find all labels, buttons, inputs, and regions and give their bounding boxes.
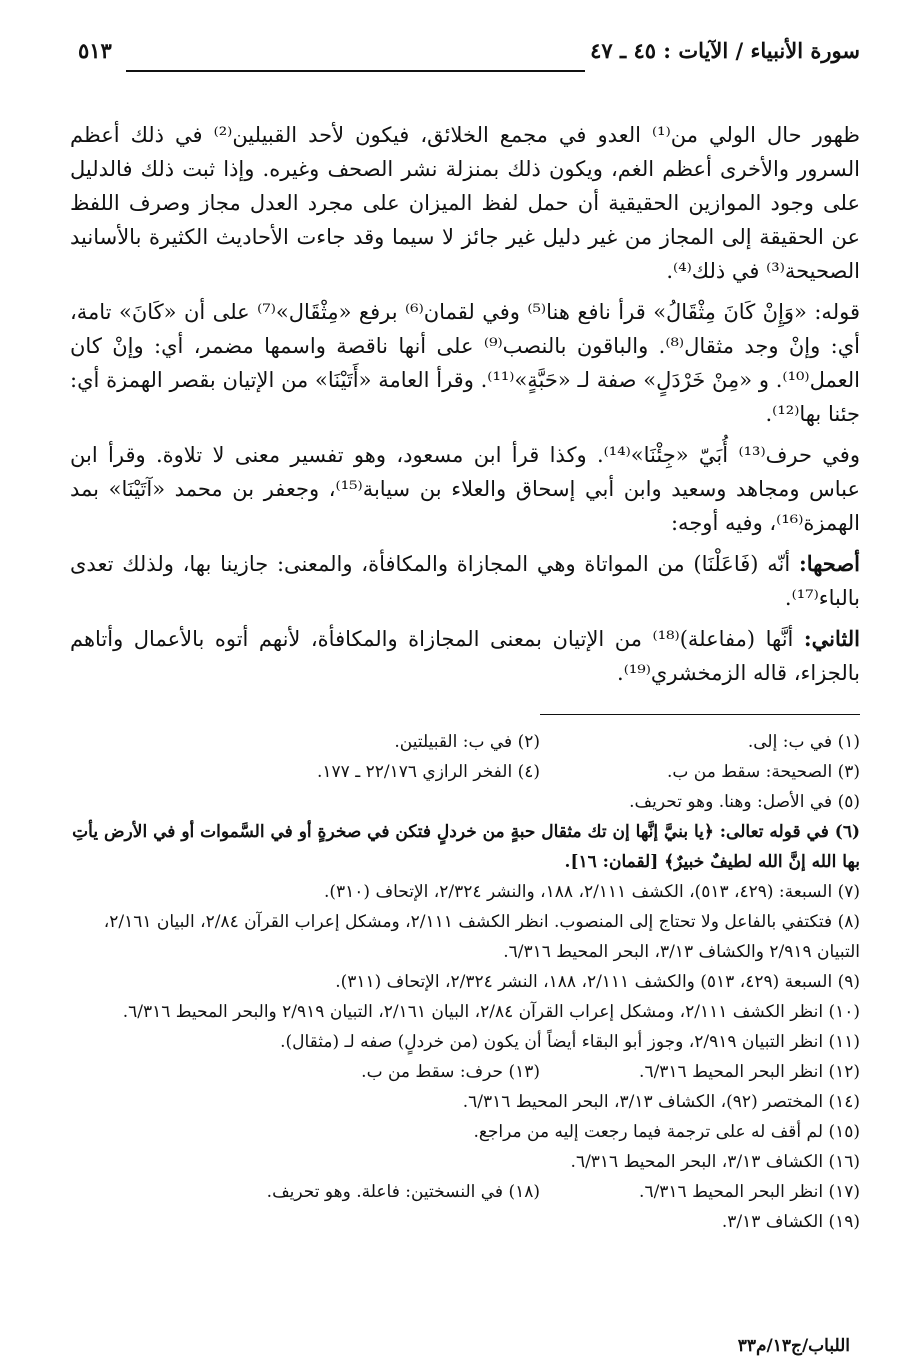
footnote-row <box>70 1177 860 1207</box>
footnote-15: (١٥) لم أقف له على ترجمة فيما رجعت إليه من مراجع. <box>473 1122 860 1142</box>
paragraph-2: قوله: «وَإِنْ كَانَ مِثْقَالُ» قرأ نافع هنا⁽⁵⁾ وفي لقمان⁽⁶⁾ برفع «مِثْقَال»⁽⁷⁾ على أن «كَانَ» تامة، أي: وإنْ وجد مثقال⁽⁸⁾. والباقون بالنصب⁽⁹⁾ على أنها ناقصة واسمها مضمر، أي: وإنْ كان العمل⁽¹⁰⁾. و «مِنْ خَرْدَلٍ» صفة لـ «حَبَّةٍ»⁽¹¹⁾. وقرأ العامة «أَتَيْنَا» من الإتيان بقصر الهمزة أي: جئنا بها⁽¹²⁾. <box>70 300 860 426</box>
footnotes <box>70 727 860 1237</box>
footnote-2: (٢) في ب: القبيلتين. <box>394 732 540 752</box>
footnote-11: (١١) انظر التبيان ٢/٩١٩، وجوز أبو البقاء أيضاً أن يكون (من خردلٍ) صفه لـ (مثقال). <box>280 1032 860 1052</box>
paragraph-3: وفي حرف⁽¹³⁾ أُبَيّ «جِئْنَا»⁽¹⁴⁾. وكذا قرأ ابن مسعود، وهو تفسير معنى لا تلاوة. وقرأ ابن عباس ومجاهد وسعيد وابن أبي إسحاق والعلاء بن سيابة⁽¹⁵⁾، وجعفر بن محمد «آتَيْنَا» بمد الهمزة⁽¹⁶⁾، وفيه أوجه: <box>70 443 860 535</box>
footnote-18: (١٨) في النسختين: فاعلة. وهو تحريف. <box>266 1182 540 1202</box>
footnote-13: (١٣) حرف: سقط من ب. <box>361 1062 540 1082</box>
footnote-row <box>70 1057 860 1087</box>
footnote-row <box>70 757 860 787</box>
page-number: ٥١٣ <box>78 38 112 63</box>
footnote-row <box>70 727 860 757</box>
footnote-6: (٦) في قوله تعالى: ﴿يا بنيَّ إنَّها إن تك مثقال حبةٍ من خردلٍ فتكن في صخرةٍ أو في السَّموات أو في الأرض يأتِ بها الله إنَّ الله لطيفٌ خبيرٌ﴾ [لقمان: ١٦]. <box>72 822 860 872</box>
footnote-7: (٧) السبعة: (٤٢٩، ٥١٣)، الكشف ٢/١١١، ١٨٨، والنشر ٢/٣٢٤، الإتحاف (٣١٠). <box>323 882 860 902</box>
footnote-19: (١٩) الكشاف ٣/١٣. <box>721 1212 860 1232</box>
paragraph-4-label: أصحها: <box>798 551 860 576</box>
page-header <box>70 30 860 74</box>
paragraph-5-label: الثاني: <box>803 626 860 651</box>
footnote-4: (٤) الفخر الرازي ٢٢/١٧٦ ـ ١٧٧. <box>316 762 540 782</box>
running-title: سورة الأنبياء / الآيات : ٤٥ ـ ٤٧ <box>590 38 860 63</box>
footnote-9: (٩) السبعة (٤٢٩، ٥١٣) والكشف ٢/١١١، ١٨٨، النشر ٢/٣٢٤، الإتحاف (٣١١). <box>335 972 860 992</box>
footnote-1: (١) في ب: إلى. <box>747 732 860 752</box>
main-text <box>70 118 860 690</box>
paragraph-1: ظهور حال الولي من⁽¹⁾ العدو في مجمع الخلائق، فيكون لأحد القبيلين⁽²⁾ في ذلك أعظم السرور والأخرى أعظم الغم، ويكون ذلك بمنزلة نشر الصحف وغيره. وإذا ثبت ذلك فالدليل على وجود الموازين الحقيقية أن حمل لفظ الميزان على مجرد العدل مجاز وصرف اللفظ عن الحقيقة إلى المجاز من غير دليل غير جائز لا سيما وقد جاءت الأحاديث الكثيرة بالأسانيد الصحيحة⁽³⁾ في ذلك⁽⁴⁾. <box>70 123 860 283</box>
footnote-8: (٨) فتكتفي بالفاعل ولا تحتاج إلى المنصوب. انظر الكشف ٢/١١١، ومشكل إعراب القرآن ٢/٨٤، البيان ٢/١٦١، التبيان ٢/٩١٩ والكشاف ٣/١٣، البحر المحيط ٦/٣١٦. <box>103 912 860 962</box>
paragraph-5-text: أنَّها (مفاعلة)⁽¹⁸⁾ من الإتيان بمعنى المجازاة والمكافأة، لأنهم أتوه بالأعمال وأتاهم بالجزاء، قاله الزمخشري⁽¹⁹⁾. <box>70 627 860 685</box>
footnote-16: (١٦) الكشاف ٣/١٣، البحر المحيط ٦/٣١٦. <box>570 1152 860 1172</box>
footnote-5: (٥) في الأصل: وهنا. وهو تحريف. <box>629 792 860 812</box>
footnote-14: (١٤) المختصر (٩٢)، الكشاف ٣/١٣، البحر المحيط ٦/٣١٦. <box>462 1092 860 1112</box>
footnote-separator <box>540 714 860 715</box>
footnote-3: (٣) الصحيحة: سقط من ب. <box>666 762 860 782</box>
footnote-10: (١٠) انظر الكشف ٢/١١١، ومشكل إعراب القرآن ٢/٨٤، البيان ٢/١٦١، التبيان ٢/٩١٩ والبحر المحيط ٦/٣١٦. <box>122 1002 860 1022</box>
paragraph-4-text: أنّه (فَاعَلْنَا) من المواتاة وهي المجازاة والمكافأة، والمعنى: جازينا بها، ولذلك تعدى بالباء⁽¹⁷⁾. <box>70 552 860 610</box>
volume-signature: اللباب/ج١٣/م٣٣ <box>737 1336 850 1356</box>
paragraph-5 <box>70 622 860 690</box>
footnote-12: (١٢) انظر البحر المحيط ٦/٣١٦. <box>639 1062 860 1082</box>
footnote-17: (١٧) انظر البحر المحيط ٦/٣١٦. <box>639 1182 860 1202</box>
paragraph-4 <box>70 547 860 615</box>
document-page <box>70 30 860 1360</box>
header-rule <box>126 70 585 72</box>
